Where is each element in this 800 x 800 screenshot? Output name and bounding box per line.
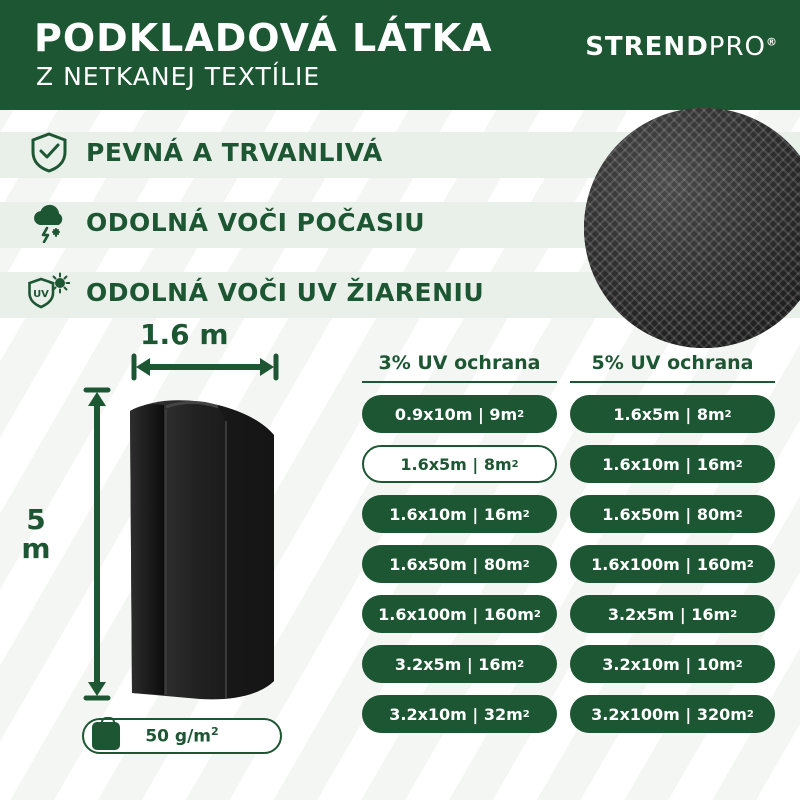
page-title: PODKLADOVÁ LÁTKA	[34, 16, 493, 60]
size-option-label: 3.2x5m | 16m	[394, 654, 518, 674]
size-option[interactable]	[362, 595, 557, 633]
size-option-label: 3.2x10m | 10m	[602, 654, 736, 674]
size-option[interactable]	[570, 395, 775, 433]
feature-label: ODOLNÁ VOČI POČASIU	[86, 207, 426, 237]
size-option[interactable]	[570, 545, 775, 583]
size-option-exponent: 2	[746, 558, 754, 570]
size-table-uv3	[362, 352, 557, 733]
feature-item-durable	[28, 131, 383, 173]
size-option-exponent: 2	[517, 408, 525, 420]
feature-item-uv	[28, 271, 484, 313]
size-option-label: 3.2x10m | 32m	[389, 704, 523, 724]
size-option-label: 1.6x10m | 16m	[602, 454, 736, 474]
size-option-exponent: 2	[735, 458, 743, 470]
size-option-label: 1.6x5m | 8m	[400, 454, 512, 474]
size-option-exponent: 2	[746, 708, 754, 720]
feature-item-weather	[28, 201, 425, 243]
weight-exponent: 2	[211, 725, 219, 739]
brand-registered-mark: ®	[766, 35, 778, 49]
page-subtitle: Z NETKANEJ TEXTÍLIE	[36, 62, 321, 91]
height-dimension-text: 5 m	[21, 503, 51, 566]
shield-check-icon	[28, 131, 70, 173]
brand-name: STREND	[585, 32, 709, 62]
header-banner	[0, 0, 800, 110]
size-option[interactable]	[362, 695, 557, 733]
size-option[interactable]	[570, 695, 775, 733]
size-option-exponent: 2	[533, 608, 541, 620]
size-option-selected[interactable]	[362, 445, 557, 483]
size-option[interactable]	[362, 645, 557, 683]
weight-label	[145, 725, 218, 747]
brand-logo	[585, 32, 778, 62]
height-dimension-label	[16, 505, 56, 564]
svg-text:UV: UV	[33, 289, 49, 300]
size-option-label: 0.9x10m | 9m	[394, 404, 518, 424]
size-option-label: 1.6x100m | 160m	[591, 554, 747, 574]
size-table-uv5	[570, 352, 775, 733]
size-option-exponent: 2	[735, 658, 743, 670]
size-option-label: 1.6x5m | 8m	[613, 404, 725, 424]
size-option-exponent: 2	[730, 608, 738, 620]
size-option-label: 1.6x50m | 80m	[389, 554, 523, 574]
size-option-label: 1.6x100m | 160m	[378, 604, 534, 624]
size-option-exponent: 2	[522, 508, 530, 520]
size-option[interactable]	[570, 445, 775, 483]
size-option[interactable]	[362, 495, 557, 533]
feature-label: PEVNÁ A TRVANLIVÁ	[86, 137, 383, 167]
size-option-exponent: 2	[522, 558, 530, 570]
weight-value: 50 g/m	[145, 726, 211, 747]
fabric-weave-texture	[584, 108, 800, 348]
weight-icon	[92, 722, 120, 750]
size-option-label: 1.6x50m | 80m	[602, 504, 736, 524]
width-arrow	[130, 352, 280, 386]
size-option[interactable]	[570, 595, 775, 633]
height-arrow	[82, 386, 112, 706]
width-dimension-label: 1.6 m	[140, 318, 229, 351]
size-table-uv5-heading: 5% UV ochrana	[570, 352, 775, 383]
size-option[interactable]	[362, 545, 557, 583]
size-option-exponent: 2	[724, 408, 732, 420]
size-option-exponent: 2	[522, 708, 530, 720]
size-option-label: 3.2x5m | 16m	[607, 604, 731, 624]
size-option-exponent: 2	[511, 458, 519, 470]
size-option[interactable]	[570, 495, 775, 533]
size-option-exponent: 2	[735, 508, 743, 520]
size-option[interactable]	[570, 645, 775, 683]
size-option-label: 3.2x100m | 320m	[591, 704, 747, 724]
feature-label: ODOLNÁ VOČI UV ŽIARENIU	[86, 277, 485, 307]
size-option-exponent: 2	[517, 658, 525, 670]
size-table-uv3-heading: 3% UV ochrana	[362, 352, 557, 383]
brand-pro: PRO	[708, 32, 766, 62]
product-fabric-image	[122, 395, 282, 705]
cloud-rain-icon	[28, 201, 70, 243]
size-option-label: 1.6x10m | 16m	[389, 504, 523, 524]
size-option[interactable]	[362, 395, 557, 433]
shield-uv-sun-icon	[28, 271, 70, 313]
fabric-closeup-circle	[584, 108, 800, 348]
